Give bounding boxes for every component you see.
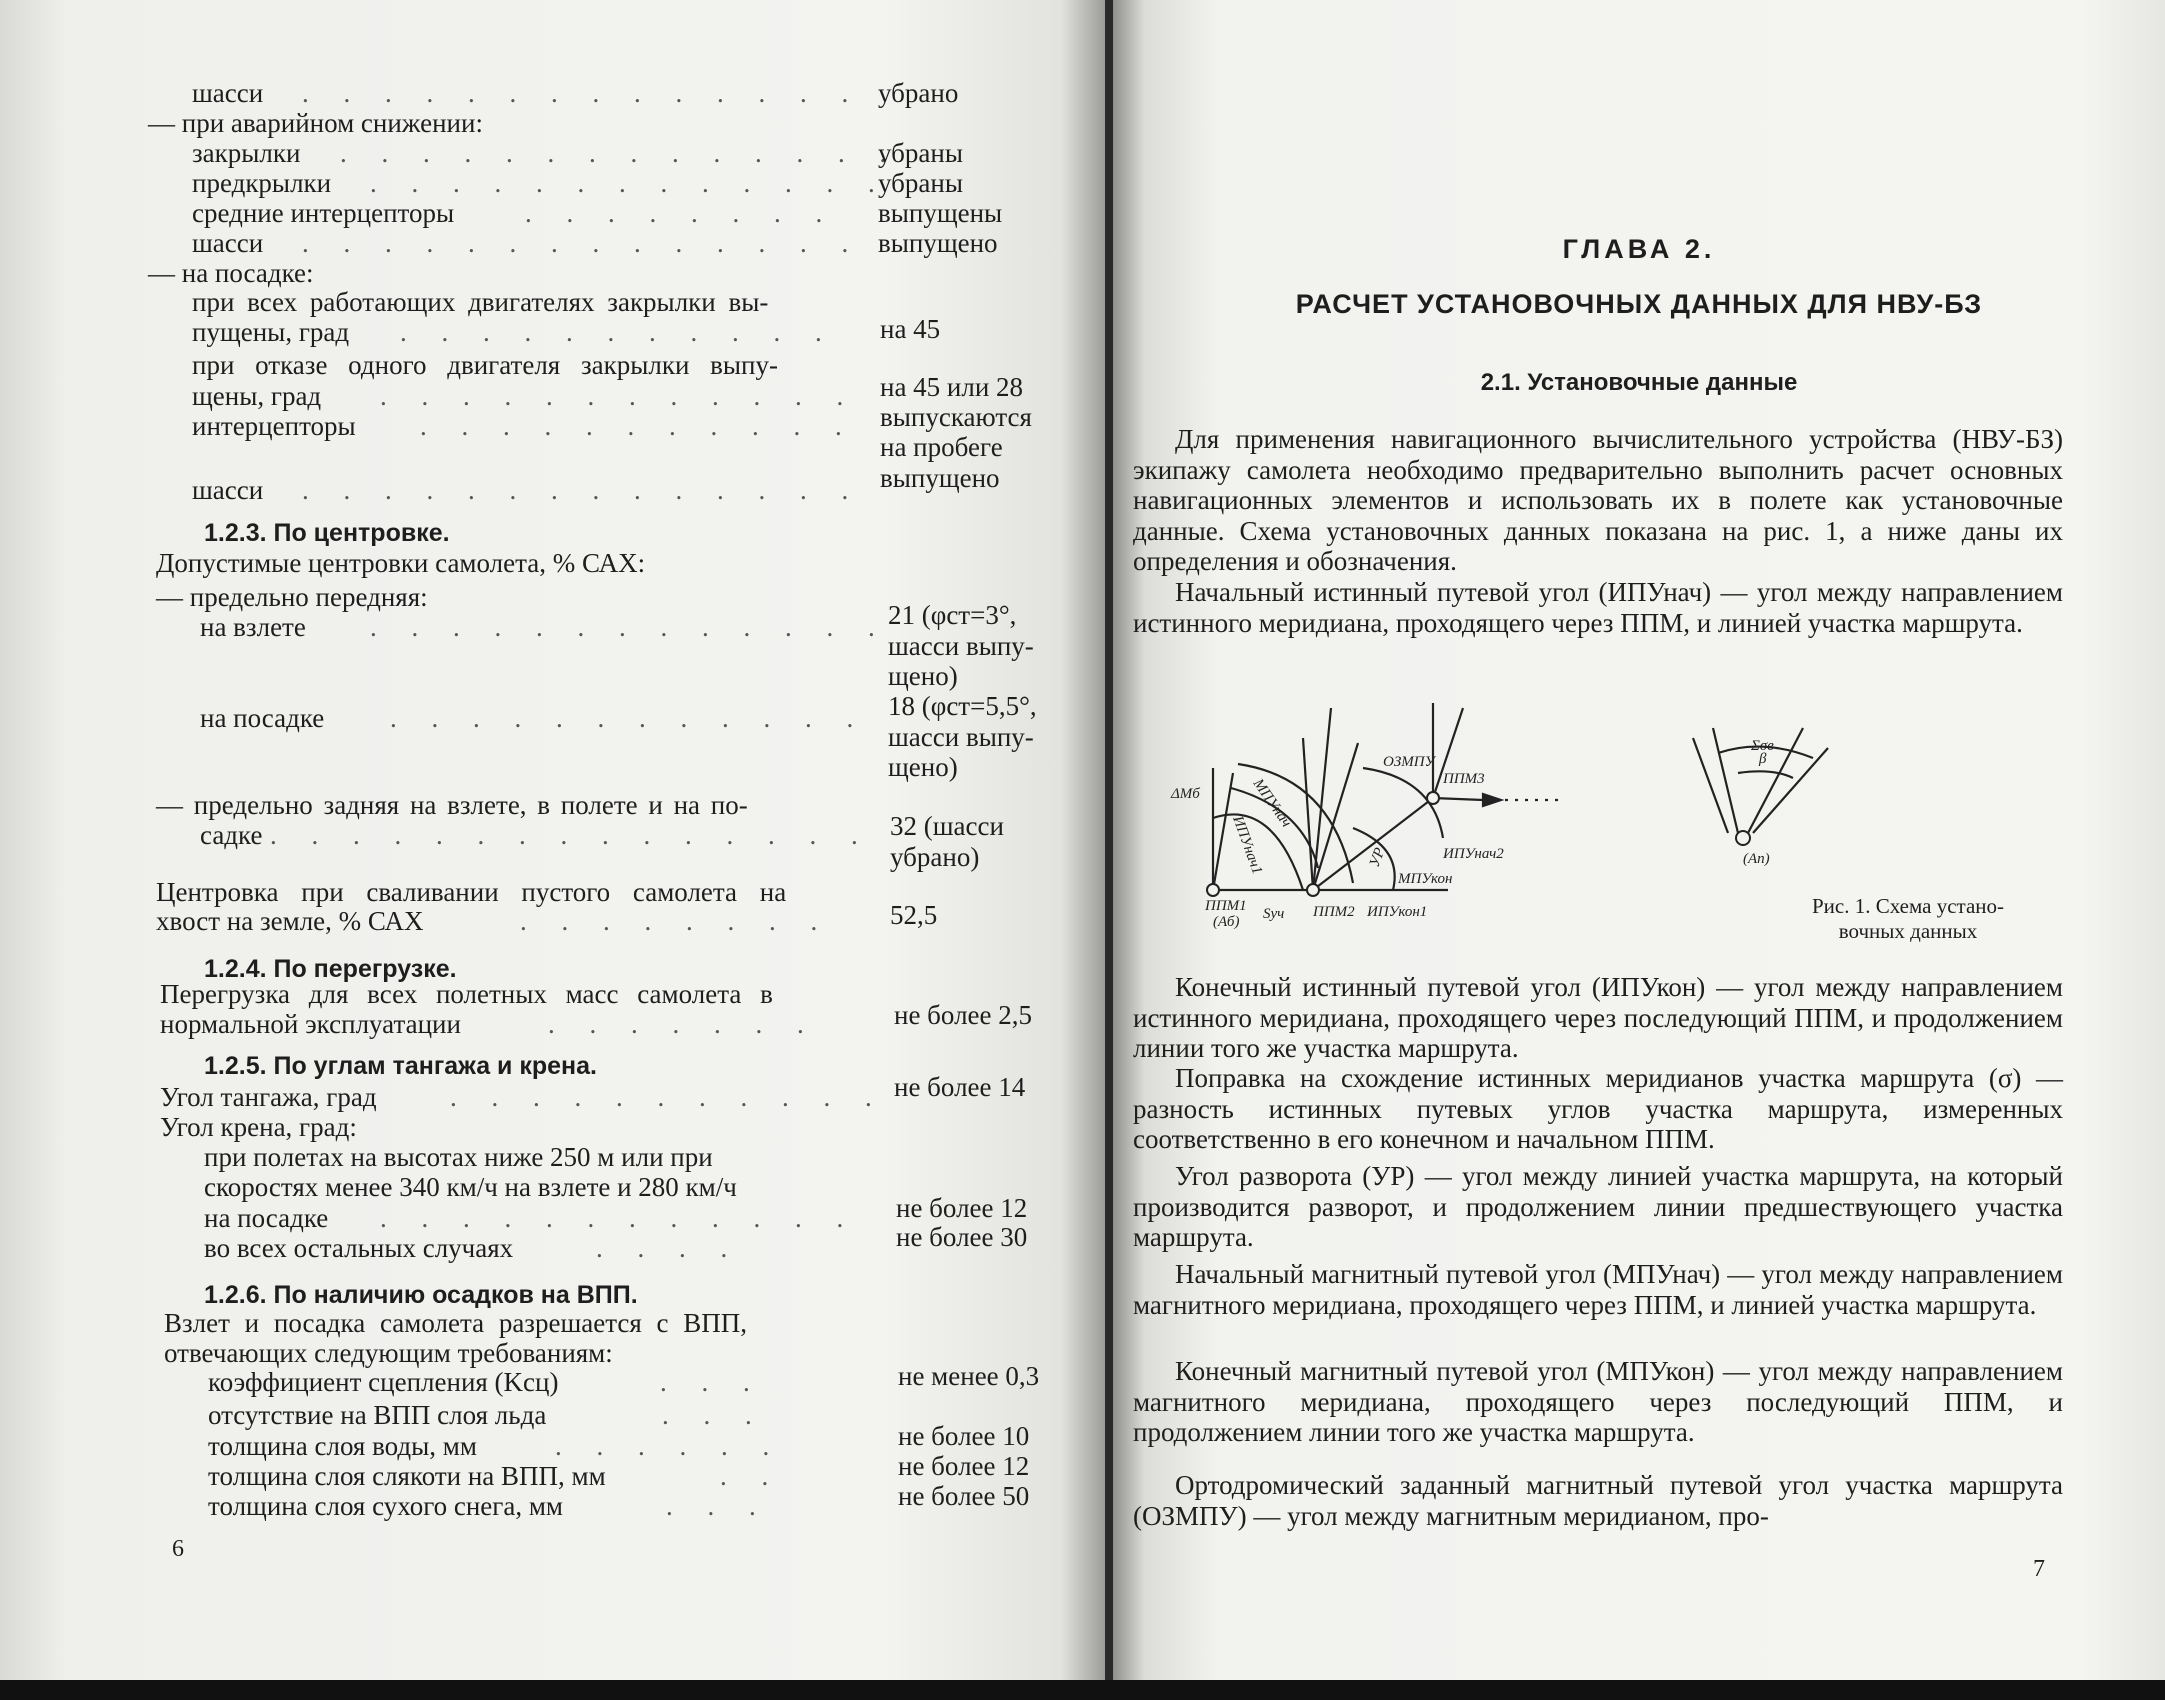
- paragraph-line: при полетах на высотах ниже 250 м или при: [204, 1142, 713, 1172]
- fig-label: МПУнач: [1249, 776, 1295, 831]
- section-heading: 1.2.5. По углам тангажа и крена.: [204, 1052, 597, 1080]
- row-value: 18 (φст=5,5°,: [888, 691, 1037, 721]
- page-number: 6: [172, 1536, 184, 1562]
- row-value: щено): [888, 752, 958, 782]
- row-value: не более 14: [894, 1072, 1026, 1102]
- fig-label: ОЗМПУ: [1383, 754, 1435, 770]
- row-value: убраны: [878, 138, 963, 168]
- fig-label: УР: [1366, 845, 1389, 870]
- row-value: убраны: [878, 168, 963, 198]
- fig-label: ΔMб: [1171, 786, 1200, 802]
- leader-dots: . . .: [660, 1367, 764, 1397]
- row-value: не более 50: [898, 1481, 1030, 1511]
- row-label: пущены, град: [192, 317, 350, 347]
- leader-dots: . . . . . . . . . . . . . .: [302, 78, 863, 108]
- fig-label: Sуч: [1263, 906, 1285, 922]
- row-label: на посадке: [200, 703, 325, 733]
- leader-dots: . . . . . . . . . . . .: [390, 703, 868, 733]
- row-value: выпущены: [878, 198, 1003, 228]
- fig-label: (Ап): [1743, 851, 1770, 867]
- row-value: выпускаются: [880, 402, 1032, 432]
- leader-dots: . . . . . . . .: [520, 906, 832, 936]
- fig-label: β: [1759, 751, 1767, 767]
- paragraph-line: Перегрузка для всех полетных масс самолета в: [160, 979, 773, 1009]
- leader-dots: . . . . . . . . . . .: [400, 317, 836, 347]
- fig-label: ППМ2: [1313, 904, 1355, 920]
- leader-dots: . . . . . . . . . . . . . .: [302, 475, 863, 505]
- paragraph-line: Угол крена, град:: [160, 1112, 357, 1142]
- row-label: при отказе одного двигателя закрылки выпу-: [192, 350, 778, 380]
- section-heading: 1.2.6. По наличию осадков на ВПП.: [204, 1281, 638, 1309]
- chapter-label: ГЛАВА 2.: [1562, 234, 1716, 264]
- row-label: на посадке: [204, 1203, 329, 1233]
- row-value: не более 10: [898, 1421, 1030, 1451]
- paragraph: Конечный истинный путевой угол (ИПУкон) — угол между направлением истинного меридиана, проходящего через последующий ППМ, и продолжением линии того же участка маршрута.: [1133, 972, 2063, 1063]
- row-label: нормальной эксплуатации: [160, 1009, 461, 1039]
- paragraph-line: отвечающих следующим требованиям:: [164, 1338, 613, 1368]
- fig-label: ИПУнач1: [1229, 813, 1266, 877]
- leader-dots: . . . .: [596, 1233, 742, 1263]
- paragraph: Угол разворота (УР) — угол между линией участка маршрута, на который производится разворот, и продолжением линии предшествующего участка маршрута.: [1133, 1161, 2063, 1252]
- row-label: — при аварийном снижении:: [148, 108, 483, 138]
- section-heading: 1.2.3. По центровке.: [204, 519, 450, 547]
- paragraph-line: — предельно задняя на взлете, в полете и на по-: [156, 790, 748, 820]
- leader-dots: . . . . . . . .: [525, 198, 837, 228]
- fig-label: ППМ1: [1205, 898, 1247, 914]
- page-number: 7: [2033, 1556, 2045, 1582]
- leader-dots: . . .: [666, 1491, 770, 1521]
- row-label: шасси: [192, 78, 264, 108]
- meridian-an-2: [1713, 728, 1738, 833]
- fig-label: МПУкон: [1398, 871, 1453, 887]
- paragraph-line: Допустимые центровки самолета, % САХ:: [156, 548, 646, 578]
- paragraph: Конечный магнитный путевой угол (МПУкон) — угол между направлением магнитного меридиана, проходящего через последующий ППМ, и продолжением линии того же участка маршрута.: [1133, 1356, 2063, 1447]
- row-label: отсутствие на ВПП слоя льда: [208, 1400, 547, 1430]
- paragraph-line: — предельно передняя:: [156, 582, 428, 612]
- row-label: шасси: [192, 228, 264, 258]
- row-value: выпущено: [880, 463, 1000, 493]
- leader-dots: . . .: [662, 1400, 766, 1430]
- row-label: хвост на земле, % САХ: [156, 906, 424, 936]
- row-value: выпущено: [878, 228, 998, 258]
- leader-dots: . . . . . .: [555, 1431, 784, 1461]
- fig-label: ИПУкон1: [1367, 904, 1428, 920]
- row-value: не более 2,5: [894, 1000, 1033, 1030]
- row-label: толщина слоя сухого снега, мм: [208, 1491, 563, 1521]
- paragraph: Ортодромический заданный магнитный путевой угол участка маршрута (ОЗМПУ) — угол между магнитным меридианом, про-: [1133, 1470, 2063, 1531]
- row-value: не более 12: [896, 1193, 1028, 1223]
- row-label: коэффициент сцепления (Kсц): [208, 1367, 559, 1397]
- row-value: не менее 0,3: [898, 1361, 1040, 1391]
- row-value: шасси выпу-: [888, 631, 1034, 661]
- route-arrow-line: [1433, 798, 1483, 800]
- leader-dots: . . . . . . . . . . . . . .: [302, 228, 863, 258]
- row-label: толщина слоя слякоти на ВПП, мм: [208, 1461, 606, 1491]
- row-value: 21 (φст=3°,: [888, 600, 1017, 630]
- leader-dots: . . . . . . . . . . . .: [380, 1203, 858, 1233]
- row-label: интерцепторы: [192, 411, 356, 441]
- ppm2-point: [1307, 884, 1319, 896]
- figure-caption: [1763, 894, 2053, 944]
- row-label: Угол тангажа, град: [160, 1082, 377, 1112]
- paragraph: Поправка на схождение истинных меридианов участка маршрута (σ) — разность истинных путевых углов участка маршрута, измеренных соответственно в его конечном и начальном ППМ.: [1133, 1063, 2063, 1154]
- paragraph-line: Взлет и посадка самолета разрешается с ВПП,: [164, 1308, 747, 1338]
- meridian-ppm2: [1303, 738, 1313, 890]
- row-label: — на посадке:: [148, 258, 314, 288]
- row-label: средние интерцепторы: [192, 198, 455, 228]
- fig-label: ИПУнач2: [1443, 846, 1504, 862]
- navigation-schema-figure: [1153, 668, 1853, 938]
- fig-label: Σσв: [1751, 738, 1774, 754]
- row-label: шасси: [192, 475, 264, 505]
- fig-label: (Аб): [1213, 914, 1240, 930]
- leader-dots: . . . . . . . . . . . .: [380, 381, 858, 411]
- leader-dots: . . . . . . .: [548, 1009, 818, 1039]
- magnetic-meridian-ppm1: [1213, 773, 1233, 890]
- leader-dots: . .: [720, 1461, 783, 1491]
- row-value: 52,5: [890, 900, 938, 930]
- section-heading: 1.2.4. По перегрузке.: [204, 955, 457, 983]
- row-value: убрано): [890, 842, 980, 872]
- row-value: на пробеге: [880, 432, 1003, 462]
- ppm3-point: [1427, 792, 1439, 804]
- caption-line: Рис. 1. Схема устано-: [1811, 894, 2005, 918]
- row-value: на 45: [880, 314, 941, 344]
- page-bottom-edge: [0, 1680, 2165, 1700]
- row-value: на 45 или 28: [880, 372, 1024, 402]
- paragraph-line: скоростях менее 340 км/ч на взлете и 280 км/ч: [204, 1172, 737, 1202]
- leader-dots: . . . . . . . . . . . . .: [370, 168, 889, 198]
- caption-line: вочных данных: [1838, 919, 1978, 943]
- row-label: закрылки: [192, 138, 301, 168]
- paragraph: Начальный магнитный путевой угол (МПУнач) — угол между направлением магнитного меридиана, проходящего через ППМ, и линией участка маршрута.: [1133, 1259, 2063, 1320]
- ppm1-point: [1207, 884, 1219, 896]
- row-label: на взлете: [200, 612, 306, 642]
- leader-dots: . . . . . . . . . . . . . . .: [270, 820, 872, 850]
- row-label: при всех работающих двигателях закрылки вы-: [192, 287, 769, 317]
- paragraph: Для применения навигационного вычислительного устройства (НВУ-БЗ) экипажу самолета необходимо предварительно выполнить расчет основных навигационных элементов и использовать их в полете как установочные данные. Схема установочных данных показана на рис. 1, а ниже даны их определения и обозначения.: [1133, 424, 2063, 576]
- row-label: предкрылки: [192, 168, 332, 198]
- row-label: толщина слоя воды, мм: [208, 1431, 477, 1461]
- section-heading: 2.1. Установочные данные: [1480, 369, 1798, 396]
- row-label: во всех остальных случаях: [204, 1233, 514, 1263]
- row-label: садке: [200, 820, 263, 850]
- arc-sigma: [1738, 771, 1793, 778]
- leader-dots: . . . . . . . . . . .: [450, 1082, 886, 1112]
- row-label: щены, град: [192, 381, 322, 411]
- an-point: [1736, 831, 1750, 845]
- row-value: щено): [888, 661, 958, 691]
- row-value: шасси выпу-: [888, 722, 1034, 752]
- book-spine: [1105, 0, 1113, 1700]
- leader-dots: . . . . . . . . . . . . . .: [340, 138, 901, 168]
- row-value: не более 12: [898, 1451, 1030, 1481]
- leader-dots: . . . . . . . . . . .: [420, 411, 856, 441]
- route-arrow-head: [1483, 794, 1501, 806]
- leader-dots: . . . . . . . . . . . . .: [370, 612, 889, 642]
- paragraph-line: Центровка при сваливании пустого самолета на: [156, 877, 787, 907]
- paragraph: Начальный истинный путевой угол (ИПУнач) — угол между направлением истинного меридиана, проходящего через ППМ, и линией участка маршрута.: [1133, 577, 2063, 638]
- row-value: убрано: [878, 78, 959, 108]
- row-value: 32 (шасси: [890, 811, 1004, 841]
- chapter-title: РАСЧЕТ УСТАНОВОЧНЫХ ДАННЫХ ДЛЯ НВУ-БЗ: [1295, 289, 1983, 319]
- fig-label: ППМ3: [1443, 771, 1485, 787]
- row-value: не более 30: [896, 1222, 1028, 1252]
